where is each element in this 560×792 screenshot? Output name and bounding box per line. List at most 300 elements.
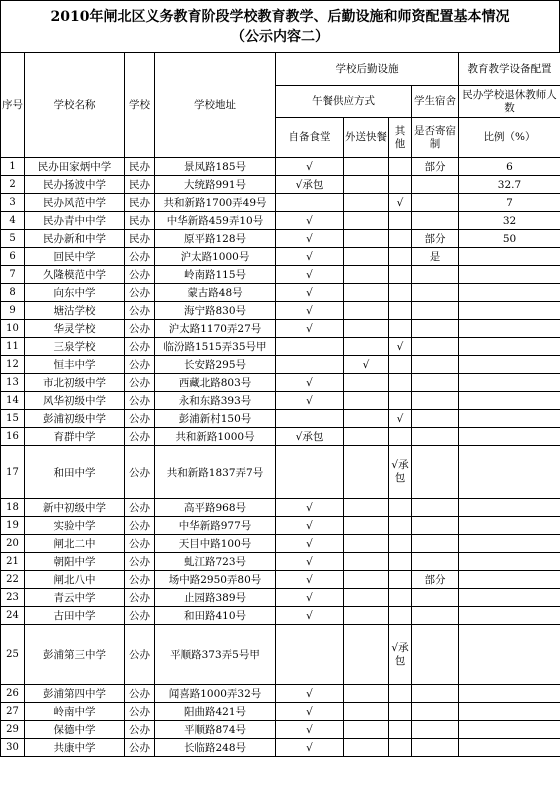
cell-type: 公办 xyxy=(125,266,155,284)
cell-ratio: 50 xyxy=(459,230,560,248)
cell-type: 公办 xyxy=(125,721,155,739)
cell-delivery: √ xyxy=(344,356,389,374)
cell-canteen: √ xyxy=(276,607,344,625)
cell-name: 和田中学 xyxy=(25,446,125,499)
cell-dorm xyxy=(412,607,459,625)
cell-name: 古田中学 xyxy=(25,607,125,625)
cell-no: 22 xyxy=(1,571,25,589)
cell-addr: 止园路389号 xyxy=(155,589,276,607)
cell-name: 新中初级中学 xyxy=(25,499,125,517)
cell-no: 30 xyxy=(1,739,25,757)
cell-name: 民办扬波中学 xyxy=(25,176,125,194)
cell-delivery xyxy=(344,230,389,248)
cell-ratio: 32.7 xyxy=(459,176,560,194)
cell-delivery xyxy=(344,428,389,446)
cell-ratio xyxy=(459,266,560,284)
table-row xyxy=(1,625,560,685)
cell-no: 7 xyxy=(1,266,25,284)
cell-other xyxy=(389,248,412,266)
document-title xyxy=(0,0,560,52)
cell-no: 29 xyxy=(1,721,25,739)
header-teaching: 教育教学设备配置 xyxy=(459,53,560,86)
cell-name: 民办新和中学 xyxy=(25,230,125,248)
cell-type: 公办 xyxy=(125,410,155,428)
cell-other xyxy=(389,356,412,374)
header-row-1 xyxy=(1,53,560,86)
cell-name: 彭浦第四中学 xyxy=(25,685,125,703)
cell-dorm xyxy=(412,374,459,392)
cell-ratio xyxy=(459,284,560,302)
cell-no: 17 xyxy=(1,446,25,499)
cell-delivery xyxy=(344,571,389,589)
cell-addr: 临汾路1515弄35号甲 xyxy=(155,338,276,356)
cell-ratio xyxy=(459,685,560,703)
cell-canteen: √ xyxy=(276,589,344,607)
cell-no: 27 xyxy=(1,703,25,721)
cell-delivery xyxy=(344,553,389,571)
cell-other xyxy=(389,721,412,739)
cell-canteen: √承包 xyxy=(276,176,344,194)
table-row xyxy=(1,248,560,266)
cell-delivery xyxy=(344,446,389,499)
cell-other xyxy=(389,176,412,194)
cell-ratio xyxy=(459,428,560,446)
cell-ratio xyxy=(459,499,560,517)
cell-canteen: √ xyxy=(276,302,344,320)
cell-other xyxy=(389,589,412,607)
cell-no: 13 xyxy=(1,374,25,392)
cell-canteen xyxy=(276,625,344,685)
cell-addr: 共和新路1837弄7号 xyxy=(155,446,276,499)
cell-no: 3 xyxy=(1,194,25,212)
cell-other: √承包 xyxy=(389,446,412,499)
cell-addr: 彭浦新村150号 xyxy=(155,410,276,428)
cell-dorm xyxy=(412,266,459,284)
cell-name: 塘沽学校 xyxy=(25,302,125,320)
table-body xyxy=(1,158,560,757)
table-row xyxy=(1,374,560,392)
cell-name: 共康中学 xyxy=(25,739,125,757)
cell-delivery xyxy=(344,176,389,194)
cell-ratio xyxy=(459,721,560,739)
cell-type: 公办 xyxy=(125,284,155,302)
cell-other: √ xyxy=(389,410,412,428)
table-row xyxy=(1,230,560,248)
cell-other xyxy=(389,553,412,571)
cell-addr: 场中路2950弄80号 xyxy=(155,571,276,589)
cell-addr: 闻喜路1000弄32号 xyxy=(155,685,276,703)
cell-no: 21 xyxy=(1,553,25,571)
cell-other xyxy=(389,703,412,721)
table-row xyxy=(1,194,560,212)
cell-dorm xyxy=(412,320,459,338)
cell-name: 民办风范中学 xyxy=(25,194,125,212)
cell-dorm xyxy=(412,685,459,703)
cell-dorm xyxy=(412,338,459,356)
cell-type: 公办 xyxy=(125,571,155,589)
header-other: 其他 xyxy=(389,118,412,158)
cell-type: 公办 xyxy=(125,428,155,446)
cell-other xyxy=(389,499,412,517)
cell-delivery xyxy=(344,625,389,685)
header-type: 学校 xyxy=(125,53,155,158)
cell-dorm xyxy=(412,212,459,230)
cell-ratio xyxy=(459,607,560,625)
cell-ratio xyxy=(459,374,560,392)
cell-name: 市北初级中学 xyxy=(25,374,125,392)
cell-addr: 和田路410号 xyxy=(155,607,276,625)
cell-type: 民办 xyxy=(125,212,155,230)
cell-canteen: √ xyxy=(276,721,344,739)
cell-addr: 阳曲路421号 xyxy=(155,703,276,721)
table-row xyxy=(1,535,560,553)
cell-delivery xyxy=(344,212,389,230)
cell-other xyxy=(389,320,412,338)
cell-other: √ xyxy=(389,338,412,356)
cell-delivery xyxy=(344,248,389,266)
cell-canteen: √ xyxy=(276,571,344,589)
cell-name: 保德中学 xyxy=(25,721,125,739)
cell-ratio xyxy=(459,571,560,589)
cell-name: 民办青中中学 xyxy=(25,212,125,230)
cell-no: 5 xyxy=(1,230,25,248)
cell-ratio xyxy=(459,446,560,499)
cell-type: 公办 xyxy=(125,703,155,721)
table-row xyxy=(1,428,560,446)
cell-ratio xyxy=(459,535,560,553)
cell-delivery xyxy=(344,302,389,320)
cell-canteen xyxy=(276,356,344,374)
cell-canteen: √ xyxy=(276,535,344,553)
cell-ratio xyxy=(459,410,560,428)
cell-delivery xyxy=(344,703,389,721)
cell-other xyxy=(389,571,412,589)
cell-dorm xyxy=(412,284,459,302)
cell-dorm: 部分 xyxy=(412,158,459,176)
cell-type: 公办 xyxy=(125,338,155,356)
cell-other xyxy=(389,739,412,757)
cell-type: 公办 xyxy=(125,535,155,553)
cell-other xyxy=(389,685,412,703)
cell-name: 朝阳中学 xyxy=(25,553,125,571)
cell-type: 公办 xyxy=(125,248,155,266)
cell-other xyxy=(389,158,412,176)
cell-type: 公办 xyxy=(125,356,155,374)
cell-delivery xyxy=(344,392,389,410)
cell-other xyxy=(389,374,412,392)
cell-dorm xyxy=(412,589,459,607)
cell-delivery xyxy=(344,266,389,284)
cell-canteen: √ xyxy=(276,212,344,230)
cell-addr: 永和东路393号 xyxy=(155,392,276,410)
header-has-dorm: 是否寄宿制 xyxy=(412,118,459,158)
cell-dorm xyxy=(412,410,459,428)
cell-name: 回民中学 xyxy=(25,248,125,266)
cell-canteen: √ xyxy=(276,685,344,703)
cell-type: 民办 xyxy=(125,158,155,176)
cell-no: 18 xyxy=(1,499,25,517)
cell-no: 10 xyxy=(1,320,25,338)
cell-addr: 蒙古路48号 xyxy=(155,284,276,302)
cell-addr: 天目中路100号 xyxy=(155,535,276,553)
cell-dorm xyxy=(412,428,459,446)
cell-name: 岭南中学 xyxy=(25,703,125,721)
table-row xyxy=(1,739,560,757)
cell-type: 公办 xyxy=(125,392,155,410)
cell-delivery xyxy=(344,410,389,428)
cell-type: 公办 xyxy=(125,374,155,392)
table-row xyxy=(1,589,560,607)
table-row xyxy=(1,499,560,517)
cell-addr: 中华新路977号 xyxy=(155,517,276,535)
cell-no: 24 xyxy=(1,607,25,625)
cell-no: 2 xyxy=(1,176,25,194)
cell-delivery xyxy=(344,499,389,517)
cell-delivery xyxy=(344,517,389,535)
cell-addr: 原平路128号 xyxy=(155,230,276,248)
table-row xyxy=(1,607,560,625)
school-facilities-table xyxy=(0,52,560,757)
table-row xyxy=(1,517,560,535)
cell-name: 向东中学 xyxy=(25,284,125,302)
cell-other: √承包 xyxy=(389,625,412,685)
cell-canteen: √ xyxy=(276,392,344,410)
cell-ratio xyxy=(459,553,560,571)
cell-type: 公办 xyxy=(125,739,155,757)
cell-dorm xyxy=(412,625,459,685)
cell-type: 公办 xyxy=(125,625,155,685)
cell-dorm xyxy=(412,739,459,757)
cell-dorm xyxy=(412,721,459,739)
cell-canteen: √ xyxy=(276,499,344,517)
cell-type: 公办 xyxy=(125,446,155,499)
cell-dorm xyxy=(412,392,459,410)
cell-type: 民办 xyxy=(125,230,155,248)
cell-delivery xyxy=(344,589,389,607)
table-row xyxy=(1,410,560,428)
table-row xyxy=(1,338,560,356)
cell-other xyxy=(389,535,412,553)
cell-other xyxy=(389,392,412,410)
cell-canteen: √ xyxy=(276,158,344,176)
cell-type: 公办 xyxy=(125,685,155,703)
cell-canteen: √ xyxy=(276,739,344,757)
cell-addr: 共和新路1700弄49号 xyxy=(155,194,276,212)
cell-addr: 中华新路459弄10号 xyxy=(155,212,276,230)
cell-other xyxy=(389,284,412,302)
cell-no: 12 xyxy=(1,356,25,374)
cell-ratio xyxy=(459,739,560,757)
cell-ratio: 7 xyxy=(459,194,560,212)
cell-canteen xyxy=(276,194,344,212)
header-seq: 序号 xyxy=(1,53,25,158)
cell-no: 9 xyxy=(1,302,25,320)
cell-type: 民办 xyxy=(125,176,155,194)
cell-name: 三泉学校 xyxy=(25,338,125,356)
cell-name: 久隆模范中学 xyxy=(25,266,125,284)
cell-no: 14 xyxy=(1,392,25,410)
cell-delivery xyxy=(344,320,389,338)
cell-delivery xyxy=(344,338,389,356)
cell-other xyxy=(389,517,412,535)
cell-other xyxy=(389,230,412,248)
cell-delivery xyxy=(344,194,389,212)
cell-no: 11 xyxy=(1,338,25,356)
cell-canteen: √ xyxy=(276,374,344,392)
table-row xyxy=(1,703,560,721)
cell-name: 青云中学 xyxy=(25,589,125,607)
cell-name: 育群中学 xyxy=(25,428,125,446)
cell-addr: 沪太路1000号 xyxy=(155,248,276,266)
cell-ratio xyxy=(459,356,560,374)
cell-name: 恒丰中学 xyxy=(25,356,125,374)
cell-other xyxy=(389,212,412,230)
cell-delivery xyxy=(344,685,389,703)
cell-no: 26 xyxy=(1,685,25,703)
table-row xyxy=(1,721,560,739)
table-row xyxy=(1,446,560,499)
table-row xyxy=(1,392,560,410)
cell-other xyxy=(389,607,412,625)
cell-ratio xyxy=(459,302,560,320)
cell-canteen: √ xyxy=(276,553,344,571)
header-logistics: 学校后勤设施 xyxy=(276,53,459,86)
cell-canteen: √ xyxy=(276,284,344,302)
cell-no: 15 xyxy=(1,410,25,428)
header-canteen: 自备食堂 xyxy=(276,118,344,158)
cell-canteen xyxy=(276,410,344,428)
cell-canteen xyxy=(276,446,344,499)
cell-addr: 平顺路874号 xyxy=(155,721,276,739)
cell-canteen: √ xyxy=(276,230,344,248)
cell-canteen: √ xyxy=(276,320,344,338)
header-address: 学校地址 xyxy=(155,53,276,158)
cell-canteen: √ xyxy=(276,248,344,266)
cell-addr: 虬江路723号 xyxy=(155,553,276,571)
cell-no: 16 xyxy=(1,428,25,446)
cell-no: 20 xyxy=(1,535,25,553)
cell-dorm xyxy=(412,553,459,571)
cell-type: 公办 xyxy=(125,607,155,625)
cell-type: 公办 xyxy=(125,302,155,320)
cell-name: 彭浦初级中学 xyxy=(25,410,125,428)
cell-addr: 长临路248号 xyxy=(155,739,276,757)
cell-addr: 景凤路185号 xyxy=(155,158,276,176)
cell-dorm xyxy=(412,535,459,553)
cell-addr: 长安路295号 xyxy=(155,356,276,374)
cell-other: √ xyxy=(389,194,412,212)
cell-addr: 西藏北路803号 xyxy=(155,374,276,392)
cell-addr: 沪太路1170弄27号 xyxy=(155,320,276,338)
cell-ratio xyxy=(459,589,560,607)
cell-delivery xyxy=(344,374,389,392)
cell-dorm xyxy=(412,302,459,320)
cell-no: 6 xyxy=(1,248,25,266)
table-row xyxy=(1,212,560,230)
cell-addr: 岭南路115号 xyxy=(155,266,276,284)
cell-no: 25 xyxy=(1,625,25,685)
cell-dorm xyxy=(412,446,459,499)
table-row xyxy=(1,266,560,284)
cell-ratio: 32 xyxy=(459,212,560,230)
table-row xyxy=(1,284,560,302)
cell-no: 1 xyxy=(1,158,25,176)
header-name: 学校名称 xyxy=(25,53,125,158)
cell-dorm xyxy=(412,499,459,517)
cell-ratio xyxy=(459,338,560,356)
table-row xyxy=(1,158,560,176)
cell-addr: 大统路991号 xyxy=(155,176,276,194)
cell-canteen: √ xyxy=(276,266,344,284)
cell-type: 公办 xyxy=(125,553,155,571)
cell-delivery xyxy=(344,535,389,553)
cell-ratio: 6 xyxy=(459,158,560,176)
cell-name: 风华初级中学 xyxy=(25,392,125,410)
cell-type: 公办 xyxy=(125,499,155,517)
cell-ratio xyxy=(459,320,560,338)
cell-delivery xyxy=(344,158,389,176)
cell-addr: 高平路968号 xyxy=(155,499,276,517)
cell-name: 民办田家炳中学 xyxy=(25,158,125,176)
cell-no: 23 xyxy=(1,589,25,607)
cell-other xyxy=(389,428,412,446)
table-row xyxy=(1,553,560,571)
cell-type: 民办 xyxy=(125,194,155,212)
cell-ratio xyxy=(459,517,560,535)
table-row xyxy=(1,685,560,703)
header-dorm: 学生宿舍 xyxy=(412,86,459,118)
cell-dorm xyxy=(412,703,459,721)
cell-name: 闸北二中 xyxy=(25,535,125,553)
title-line-2: （公示内容二） xyxy=(231,29,329,45)
table-row xyxy=(1,320,560,338)
cell-dorm: 部分 xyxy=(412,571,459,589)
cell-canteen: √承包 xyxy=(276,428,344,446)
header-retired: 民办学校退休教师人数 xyxy=(459,86,560,118)
table-row xyxy=(1,571,560,589)
cell-ratio xyxy=(459,703,560,721)
cell-dorm xyxy=(412,176,459,194)
cell-dorm xyxy=(412,194,459,212)
cell-addr: 平顺路373弄5号甲 xyxy=(155,625,276,685)
cell-delivery xyxy=(344,607,389,625)
cell-delivery xyxy=(344,739,389,757)
cell-other xyxy=(389,302,412,320)
cell-canteen: √ xyxy=(276,517,344,535)
cell-canteen: √ xyxy=(276,703,344,721)
cell-canteen xyxy=(276,338,344,356)
cell-other xyxy=(389,266,412,284)
header-delivery: 外送快餐 xyxy=(344,118,389,158)
cell-type: 公办 xyxy=(125,589,155,607)
cell-ratio xyxy=(459,392,560,410)
cell-delivery xyxy=(344,284,389,302)
header-ratio: 比例（%） xyxy=(459,118,560,158)
cell-no: 19 xyxy=(1,517,25,535)
cell-no: 4 xyxy=(1,212,25,230)
table-row xyxy=(1,302,560,320)
header-lunch: 午餐供应方式 xyxy=(276,86,412,118)
cell-name: 实验中学 xyxy=(25,517,125,535)
table-row xyxy=(1,356,560,374)
cell-delivery xyxy=(344,721,389,739)
cell-addr: 共和新路1000号 xyxy=(155,428,276,446)
cell-dorm xyxy=(412,517,459,535)
cell-dorm: 部分 xyxy=(412,230,459,248)
cell-name: 华灵学校 xyxy=(25,320,125,338)
cell-type: 公办 xyxy=(125,517,155,535)
cell-dorm xyxy=(412,356,459,374)
